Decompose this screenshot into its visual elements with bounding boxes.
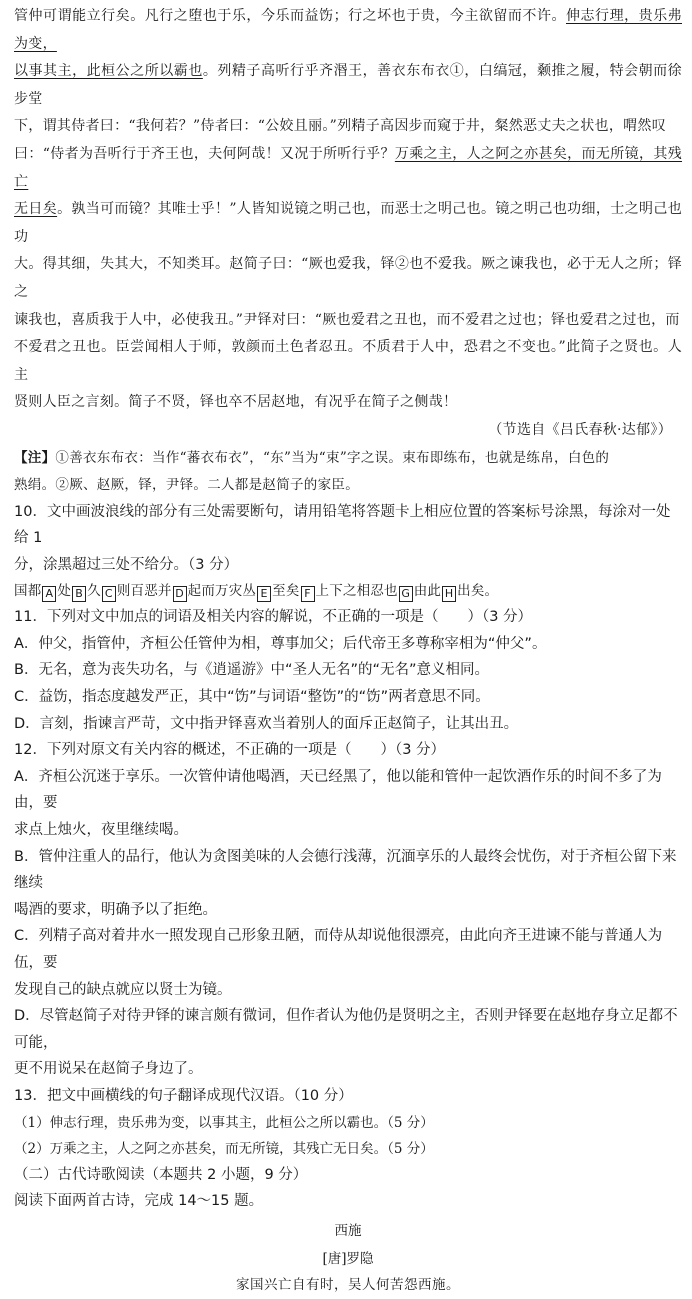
break-mark-B[interactable]: B <box>72 586 86 602</box>
passage-line: 贤则人臣之言刻。简子不贤，铎也卒不居赵地，有况乎在简子之侧哉！ <box>14 394 458 411</box>
q11-option-c[interactable]: C．益饬，指态度越发严正，其中“饬”与词语“整饬”的“饬”两者意思不同。 <box>14 689 490 706</box>
passage-line: 大。得其细，失其大，不知类耳。赵简子曰：“厥也爱我，铎②也不爱我。厥之谏我也，必于无人之所；铎之 <box>14 256 682 300</box>
break-mark-G[interactable]: G <box>399 586 413 602</box>
section-poetry <box>14 1162 682 1215</box>
notes-label: 【注】 <box>14 449 56 466</box>
q12-option-a-cont: 求点上烛火，夜里继续喝。 <box>14 822 188 839</box>
question-12 <box>14 737 682 1083</box>
q13-sentence-2: （2）万乘之主，人之阿之亦甚矣，而无所镜，其残亡无日矣。（5 分） <box>14 1140 434 1157</box>
q12-option-d-cont: 更不用说呆在赵简子身边了。 <box>14 1061 203 1078</box>
passage-line: 以事其主，此桓公之所以霸也。列精子高听行乎齐湣王，善衣东布衣①，白缟冠，颡推之履，特会朝而徐步堂 <box>14 63 682 107</box>
question-10: 10．文中画波浪线的部分有三处需要断句，请用铅笔将答题卡上相应位置的答案标号涂黑，每涂对一处给 1 分，涂黑超过三处不给分。（3 分） <box>14 503 671 573</box>
section-instructions: 阅读下面两首古诗，完成 14～15 题。 <box>14 1193 264 1210</box>
question-11 <box>14 604 682 737</box>
section-heading: （二）古代诗歌阅读（本题共 2 小题，9 分） <box>14 1166 308 1183</box>
q12-option-a[interactable]: A．齐桓公沉迷于享乐。一次管仲请他喝酒，天已经黑了，他以能和管仲一起饮酒作乐的时间不多了为由，要 <box>14 768 662 812</box>
q13-sentences <box>14 1110 682 1162</box>
poem-title: 西施 <box>334 1222 362 1239</box>
break-mark-E[interactable]: E <box>257 586 271 602</box>
break-mark-D[interactable]: D <box>173 586 187 602</box>
note-2: 熟绢。②厥、赵厥，铎，尹铎。二人都是赵简子的家臣。 <box>14 476 359 493</box>
break-mark-F[interactable]: F <box>301 586 315 602</box>
q12-stem: 12．下列对原文有关内容的概述，不正确的一项是（ ）（3 分） <box>14 742 446 759</box>
q13-stem: 13．把文中画横线的句子翻译成现代汉语。（10 分） <box>14 1087 353 1104</box>
poem <box>14 1215 682 1299</box>
passage-source: （节选自《吕氏春秋·达郁》） <box>488 421 672 438</box>
q12-option-c-cont: 发现自己的缺点就应以贤士为镜。 <box>14 981 232 998</box>
q13-sentence-1: （1）伸志行理，贵乐弗为变，以事其主，此桓公之所以霸也。（5 分） <box>14 1114 434 1131</box>
annotation-notes <box>14 445 682 499</box>
poem-line-1: 家国兴亡自有时，吴人何苦怨西施。 <box>236 1276 460 1293</box>
break-mark-A[interactable]: A <box>42 586 56 602</box>
underlined-sentence-1-cont: 以事其主，此桓公之所以霸也 <box>14 63 203 80</box>
q12-option-b[interactable]: B．管仲注重人的品行，他认为贪图美味的人会德行浅薄，沉湎享乐的人最终会忧伤，对于齐桓公留下来继续 <box>14 848 677 892</box>
classical-passage <box>14 3 682 445</box>
break-mark-H[interactable]: H <box>442 586 456 602</box>
break-mark-C[interactable]: C <box>102 586 116 602</box>
q12-option-b-cont: 喝酒的要求，明确予以了拒绝。 <box>14 901 217 918</box>
passage-line: 谏我也，喜质我于人中，必使我丑。”尹铎对曰：“厥也爱君之丑也，而不爱君之过也；铎也爱君之过也，而 <box>14 311 680 328</box>
passage-line: 曰：“侍者为吾听行于齐王也，夫何阿哉！又况于所听行乎？万乘之主，人之阿之亦甚矣，而无所镜，其残亡 <box>14 145 683 190</box>
q10-segment-line: 国都 A 处 B 久 C 则百恶并 D 起而万灾丛 E 至矣 F 上下之相忍也 G 由此 H 出矣。 <box>14 583 499 601</box>
note-1: ①善衣东布衣：当作“蕃衣布衣”，“东”当为“束”字之误。束布即练布，也就是练帛，白色的 <box>55 449 610 466</box>
question-13 <box>14 1083 682 1110</box>
poem-author: [唐]罗隐 <box>322 1250 374 1267</box>
underlined-sentence-1: 伸志行理，贵乐弗为变， <box>14 8 682 52</box>
q11-option-b[interactable]: B．无名，意为丧失功名，与《逍遥游》中“圣人无名”的“无名”意义相同。 <box>14 662 489 679</box>
q12-option-c[interactable]: C．列精子高对着井水一照发现自己形象丑陋，而侍从却说他很漂亮，由此向齐王进谏不能与普通人为伍，要 <box>14 928 663 971</box>
passage-line: 不爱君之丑也。臣尝闻相人于师，敦颜而土色者忍丑。不质君于人中，恐君之不变也。”此简子之贤也。人主 <box>14 339 682 383</box>
passage-line: 无日矣。孰当可而镜？其唯士乎！”人皆知说镜之明己也，而恶士之明己也。镜之明己也功细，士之明己也功 <box>14 201 682 245</box>
q11-stem: 11．下列对文中加点的词语及相关内容的解说，不正确的一项是（ ）（3 分） <box>14 609 533 626</box>
q11-option-a[interactable]: A．仲父，指管仲，齐桓公任管仲为相，尊事加父；后代帝王多尊称宰相为“仲父”。 <box>14 635 547 652</box>
underlined-sentence-2: 万乘之主，人之阿之亦甚矣，而无所镜，其残亡 <box>14 145 683 190</box>
passage-line: 管仲可谓能立行矣。凡行之堕也于乐，今乐而益饬；行之坏也于贵，今主欲留而不许。伸志行理，贵乐弗为变， <box>14 8 682 52</box>
q12-option-d[interactable]: D．尽管赵简子对待尹铎的谏言颇有微词，但作者认为他仍是贤明之主，否则尹铎要在赵地存身立足都不可能， <box>14 1008 678 1051</box>
underlined-sentence-2-cont: 无日矣 <box>14 201 58 218</box>
q11-option-d[interactable]: D．言刻，指谏言严苛，文中指尹铎喜欢当着别人的面斥正赵简子，让其出丑。 <box>14 715 519 732</box>
passage-line: 下，谓其侍者曰：“我何若？”侍者曰：“公姣且丽。”列精子高因步而窥于井，粲然恶丈夫之状也，喟然叹 <box>14 118 667 135</box>
